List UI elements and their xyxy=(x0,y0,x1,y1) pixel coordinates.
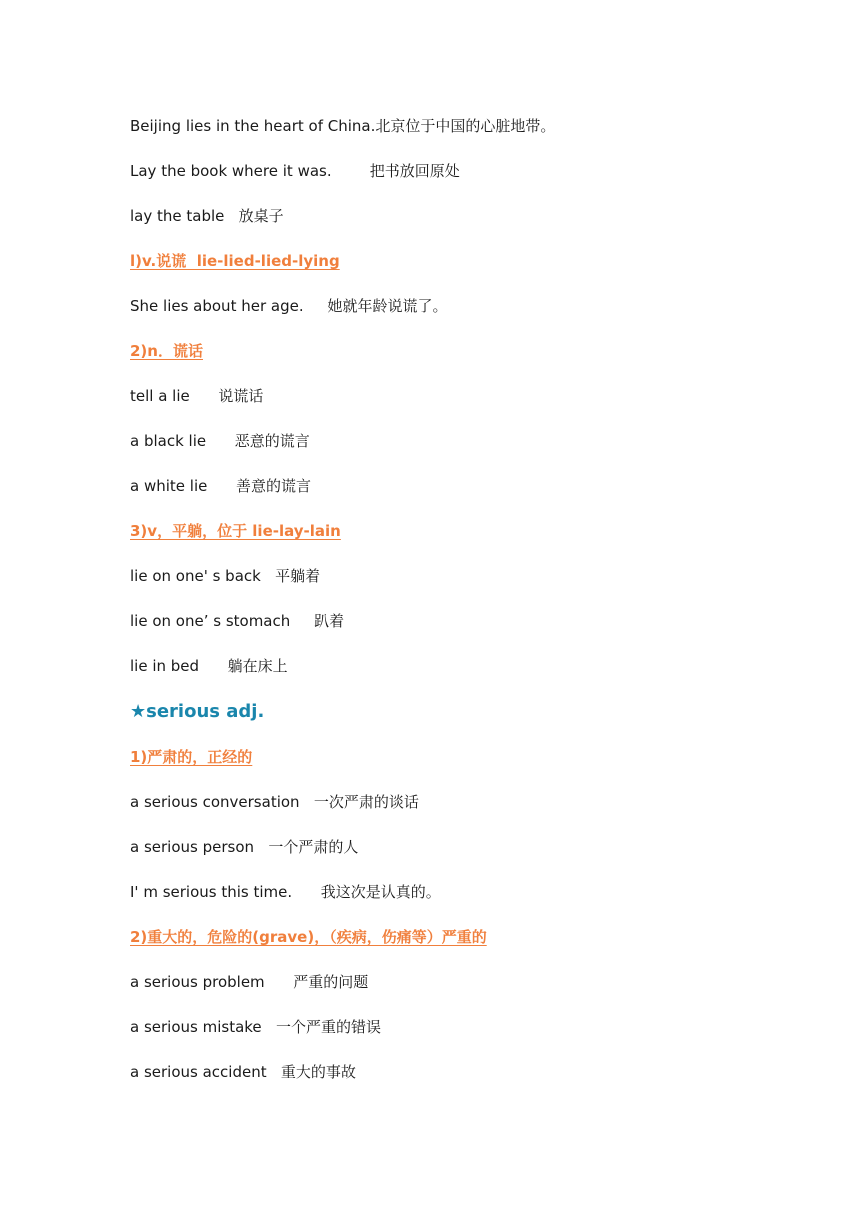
example-phrase: a white lie 善意的谎言 xyxy=(130,477,311,495)
example-sentence: She lies about her age. 她就年龄说谎了。 xyxy=(130,297,448,315)
example-phrase: lie on one' s back 平躺着 xyxy=(130,567,321,585)
word-entry-heading: ★serious adj. xyxy=(130,701,265,722)
sense-heading: 2)重大的，危险的(grave)，（疾病，伤痛等）严重的 xyxy=(130,928,487,946)
example-phrase: a serious accident 重大的事故 xyxy=(130,1063,356,1081)
example-phrase: a serious conversation 一次严肃的谈话 xyxy=(130,793,419,811)
sense-heading: 3)v，平躺，位于 lie-lay-lain xyxy=(130,522,341,540)
example-phrase: a serious mistake 一个严重的错误 xyxy=(130,1018,381,1036)
example-sentence: I' m serious this time. 我这次是认真的。 xyxy=(130,883,441,901)
example-phrase: a serious person 一个严肃的人 xyxy=(130,838,359,856)
sense-heading: 2)n．谎话 xyxy=(130,342,203,360)
example-phrase: lie on one’ s stomach 趴着 xyxy=(130,612,345,630)
example-phrase: lie in bed 躺在床上 xyxy=(130,657,288,675)
example-sentence: Lay the book where it was. 把书放回原处 xyxy=(130,162,460,180)
example-phrase: lay the table 放桌子 xyxy=(130,207,284,225)
sense-heading: l)v.说谎 lie-lied-lied-lying xyxy=(130,252,340,270)
example-sentence: Beijing lies in the heart of China.北京位于中国的心脏地带。 xyxy=(130,117,556,135)
example-phrase: tell a lie 说谎话 xyxy=(130,387,264,405)
example-phrase: a black lie 恶意的谎言 xyxy=(130,432,310,450)
example-phrase: a serious problem 严重的问题 xyxy=(130,973,369,991)
sense-heading: 1)严肃的，正经的 xyxy=(130,748,253,766)
